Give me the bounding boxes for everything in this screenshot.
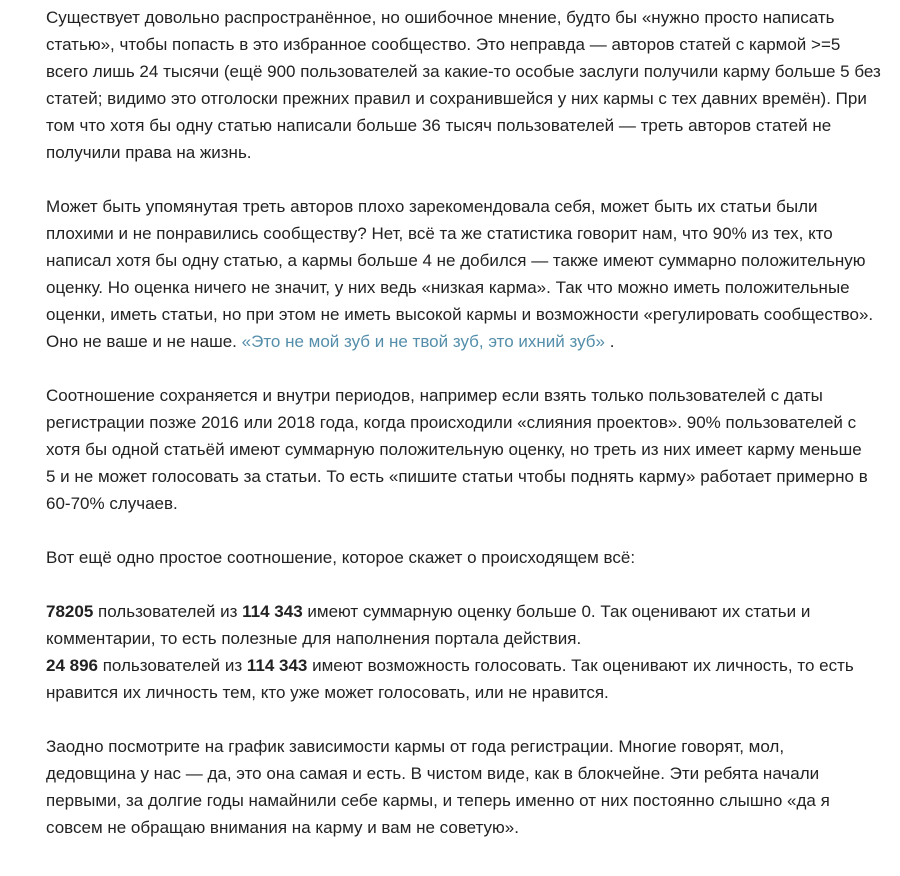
stat-voting-ability <box>46 652 896 706</box>
paragraph-ratio-intro: Вот ещё одно простое соотношение, которое скажет о происходящем всё: <box>46 548 636 567</box>
paragraph-text: Может быть упомянутая треть авторов плохо зарекомендовала себя, может быть их статьи были плохими и не понравились сообществу? Нет, всё та же статистика говорит нам, что 90% из тех, кто написал хотя бы одну статью, а кармы больше 4 не добился — также имеют суммарно положительную оценку. Но оценка ничего не значит, у них ведь «низкая карма». Так что можно иметь положительные оценки, иметь статьи, но при этом не иметь высокой кармы и возможности «регулировать сообщество». Оно не ваше и не наше. <box>46 197 874 351</box>
stat-count: 24 896 <box>46 656 98 675</box>
paragraph-periods: Соотношение сохраняется и внутри периодов, например если взять только пользователей с даты регистрации позже 2016 или 2018 года, когда происходили «слияния проектов». 90% пользователей с хотя бы одной статьёй имеют суммарную положительную оценку, но треть из них имеет карму меньше 5 и не может голосовать за статьи. То есть «пишите статьи чтобы поднять карму» работает примерно в 60-70% случаев. <box>46 386 868 513</box>
stat-total: 114 343 <box>246 656 308 675</box>
stat-text: пользователей из <box>98 656 247 675</box>
paragraph-end: . <box>605 332 615 351</box>
paragraph-positive-ratings <box>46 193 896 355</box>
quote-link[interactable]: «Это не мой зуб и не твой зуб, это ихний зуб» <box>241 332 605 351</box>
stat-positive-rating <box>46 598 896 652</box>
paragraph-karma-myth: Существует довольно распространённое, но ошибочное мнение, будто бы «нужно просто написать статью», чтобы попасть в это избранное сообщество. Это неправда — авторов статей с кармой >=5 всего лишь 24 тысячи (ещё 900 пользователей за какие-то особые заслуги получили карму больше 5 без статей; видимо это отголоски прежних правил и сохранившейся у них кармы с тех давних времён). При том что хотя бы одну статью написали больше 36 тысяч пользователей — треть авторов статей не получили права на жизнь. <box>46 8 881 162</box>
article-body <box>46 4 896 868</box>
stat-total: 114 343 <box>242 602 303 621</box>
paragraph-karma-graph: Заодно посмотрите на график зависимости кармы от года регистрации. Многие говорят, мол, дедовщина у нас — да, это она самая и есть. В чистом виде, как в блокчейне. Эти ребята начали первыми, за долгие годы намайнили себе кармы, и теперь именно от них постоянно слышно «да я совсем не обращаю внимания на карму и вам не советую». <box>46 737 830 837</box>
stat-text: пользователей из <box>93 602 243 621</box>
stat-text: имеют возможность голосовать. Так оценивают их личность, то есть нравится их личность тем, кто уже может голосовать, или не нравится. <box>46 656 854 702</box>
stat-text: имеют суммарную оценку больше 0. Так оценивают их статьи и комментарии, то есть полезные для наполнения портала действия. <box>46 602 811 648</box>
stat-count: 78205 <box>46 602 94 621</box>
